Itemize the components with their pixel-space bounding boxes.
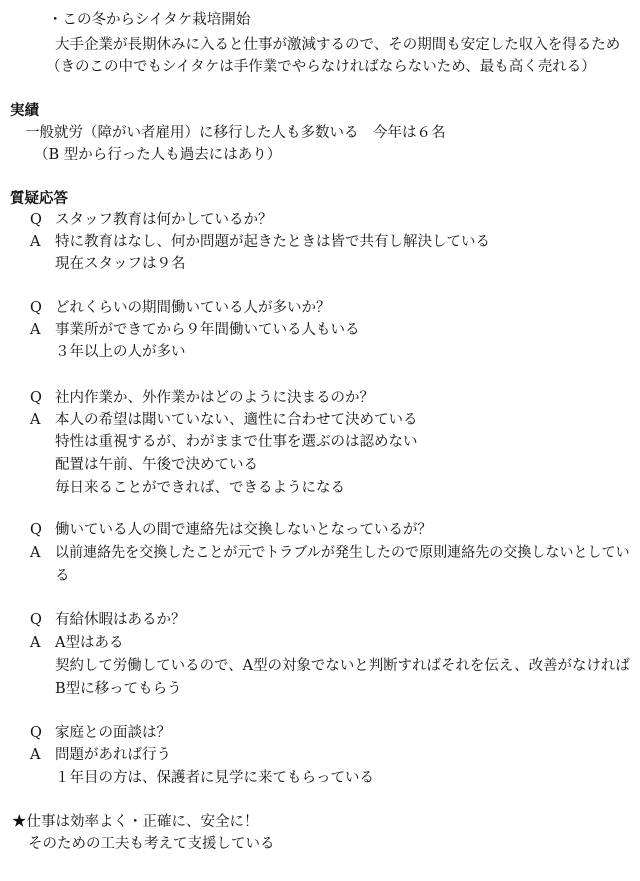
question-marker: Q (30, 612, 42, 628)
closing-note: そのための工夫も考えて支援している (28, 836, 275, 852)
answer-line: 問題があれば行う (55, 747, 171, 763)
question-marker: Q (30, 212, 42, 228)
closing-line: ★仕事は効率よく・正確に、安全に！ (12, 814, 259, 830)
question-marker: Q (30, 725, 42, 741)
answer-marker: A (30, 234, 41, 250)
answer-line: 特性は重視するが、わがままで仕事を選ぶのは認めない (55, 434, 418, 450)
results-line: 一般就労（障がい者雇用）に移行した人も多数いる 今年は６名 (25, 125, 446, 141)
answer-line: 契約して労働しているので、A型の対象でないと判断すればそれを伝え、改善がなければ (55, 658, 630, 674)
results-heading: 実績 (10, 103, 39, 119)
answer-line: ３年以上の人が多い (55, 344, 186, 360)
question-text: 有給休暇はあるか？ (55, 612, 186, 628)
answer-marker: A (30, 635, 41, 651)
answer-marker: A (30, 747, 41, 763)
question-text: 家庭との面談は？ (55, 725, 171, 741)
question-text: 働いている人の間で連絡先は交換しないとなっているが？ (55, 522, 432, 538)
answer-marker: A (30, 322, 41, 338)
answer-marker: A (30, 545, 41, 561)
answer-line: A型はある (55, 635, 124, 651)
answer-line: 現在スタッフは９名 (55, 256, 186, 272)
question-text: スタッフ教育は何かしているか？ (55, 212, 273, 228)
question-text: 社内作業か、外作業かはどのように決まるのか？ (55, 390, 374, 406)
answer-line: 特に教育はなし、何か問題が起きたときは皆で共有し解決している (55, 234, 490, 250)
answer-line: る (55, 568, 70, 584)
question-marker: Q (30, 300, 42, 316)
intro-note: （きのこの中でもシイタケは手作業でやらなければならないため、最も高く売れる） (46, 59, 596, 75)
answer-line: 配置は午前、午後で決めている (55, 457, 258, 473)
answer-marker: A (30, 412, 41, 428)
intro-bullet: ・この冬からシイタケ栽培開始 (48, 12, 251, 28)
question-marker: Q (30, 390, 42, 406)
answer-line: 本人の希望は聞いていない、適性に合わせて決めている (55, 412, 418, 428)
qa-heading: 質疑応答 (10, 191, 68, 207)
answer-line: B型に移ってもらう (55, 681, 182, 697)
answer-line: 事業所ができてから９年間働いている人もいる (55, 322, 360, 338)
question-marker: Q (30, 522, 42, 538)
intro-line: 大手企業が長期休みに入ると仕事が激減するので、その期間も安定した収入を得るため (55, 37, 621, 53)
answer-line: １年目の方は、保護者に見学に来てもらっている (55, 770, 374, 786)
answer-line: 毎日来ることができれば、できるようになる (55, 480, 345, 496)
answer-line: 以前連絡先を交換したことが元でトラブルが発生したので原則連絡先の交換しないとしてい (55, 545, 630, 561)
question-text: どれくらいの期間働いている人が多いか？ (55, 300, 331, 316)
results-note: （B 型から行った人も過去にはあり） (34, 147, 282, 163)
